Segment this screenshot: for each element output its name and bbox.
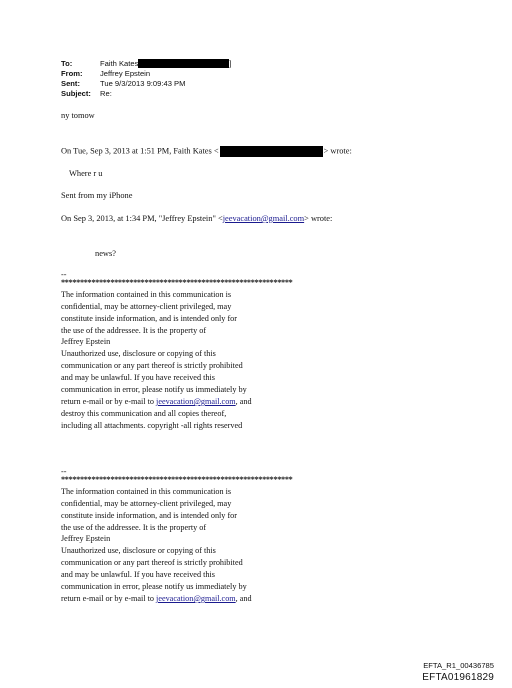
quote2-suffix: > wrote: <box>304 214 333 223</box>
to-value: Faith Kates <box>100 59 139 68</box>
disclaimer-line: communication or any part thereof is strictly prohibited <box>61 361 243 371</box>
disclaimer-line: confidential, may be attorney-client privileged, may <box>61 301 232 311</box>
disclaimer-line: The information contained in this communication is <box>61 289 232 299</box>
disclaimer-line: and may be unlawful. If you have received this <box>61 570 215 580</box>
disclaimer-line: Unauthorized use, disclosure or copying of this <box>61 546 216 556</box>
disclaimer-line: constitute inside information, and is intended only for <box>61 313 237 323</box>
bates-number-large: EFTA01961829 <box>422 672 494 683</box>
disclaimer-stars: ************************************************************* <box>61 277 293 287</box>
redaction-box <box>138 59 232 68</box>
disclaimer-block-2 <box>61 466 292 605</box>
signature: Sent from my iPhone <box>61 191 133 200</box>
line-prefix: return e-mail or by e-mail to <box>61 396 157 406</box>
quote1-suffix: > wrote: <box>323 146 352 156</box>
disclaimer-stars: ************************************************************* <box>61 474 293 484</box>
disclaimer-line: confidential, may be attorney-client privileged, may <box>61 498 232 508</box>
disclaimer-line-with-email <box>61 396 292 408</box>
quote2-prefix: On Sep 3, 2013, at 1:34 PM, "Jeffrey Epstein" < <box>61 214 223 223</box>
quote1-prefix: On Tue, Sep 3, 2013 at 1:51 PM, Faith Kates < <box>61 146 219 156</box>
disclaimer-email-link[interactable]: jeevacation@gmail.com <box>156 396 236 406</box>
sent-value: Tue 9/3/2013 9:09:43 PM <box>100 79 186 88</box>
line-suffix: , and <box>235 593 252 603</box>
disclaimer-dashes: -- <box>61 270 67 279</box>
disclaimer-line: communication in error, please notify us immediately by <box>61 385 247 395</box>
quote1-attribution <box>61 146 352 157</box>
quote2-attribution <box>61 214 332 223</box>
subject-row <box>61 89 232 99</box>
subject-value: Re: <box>100 89 112 98</box>
disclaimer-email-link[interactable]: jeevacation@gmail.com <box>156 593 236 603</box>
disclaimer-line: Unauthorized use, disclosure or copying of this <box>61 349 216 359</box>
to-label: To: <box>61 59 73 68</box>
subject-label: Subject: <box>61 89 91 98</box>
quote2-email-link[interactable]: jeevacation@gmail.com <box>222 214 305 223</box>
quote2-text: news? <box>95 249 116 258</box>
disclaimer-line: The information contained in this communication is <box>61 486 232 496</box>
from-value: Jeffrey Epstein <box>100 69 151 78</box>
disclaimer-line: Jeffrey Epstein <box>61 337 111 347</box>
line-prefix: return e-mail or by e-mail to <box>61 593 157 603</box>
line-suffix: , and <box>235 396 252 406</box>
bates-number-small: EFTA_R1_00436785 <box>423 661 494 670</box>
disclaimer-block-1 <box>61 269 292 432</box>
disclaimer-line: and may be unlawful. If you have received this <box>61 373 215 383</box>
email-header <box>61 59 232 99</box>
disclaimer-line: the use of the addressee. It is the property of <box>61 522 207 532</box>
disclaimer-line: communication or any part thereof is strictly prohibited <box>61 558 243 568</box>
disclaimer-line: including all attachments. copyright -all rights reserved <box>61 420 243 430</box>
sent-row <box>61 79 232 89</box>
from-row <box>61 69 232 79</box>
redaction-box <box>220 146 323 157</box>
to-row <box>61 59 232 69</box>
quote1-text: Where r u <box>69 169 103 178</box>
from-label: From: <box>61 69 83 78</box>
sent-label: Sent: <box>61 79 80 88</box>
reply-text: ny tomow <box>61 111 95 120</box>
disclaimer-line: Jeffrey Epstein <box>61 534 111 544</box>
disclaimer-line: communication in error, please notify us immediately by <box>61 582 247 592</box>
disclaimer-line: constitute inside information, and is intended only for <box>61 510 237 520</box>
disclaimer-line: the use of the addressee. It is the property of <box>61 325 207 335</box>
disclaimer-dashes: -- <box>61 467 67 476</box>
disclaimer-line-with-email <box>61 593 292 605</box>
bracket: ] <box>229 59 232 68</box>
disclaimer-line: destroy this communication and all copies thereof, <box>61 408 227 418</box>
